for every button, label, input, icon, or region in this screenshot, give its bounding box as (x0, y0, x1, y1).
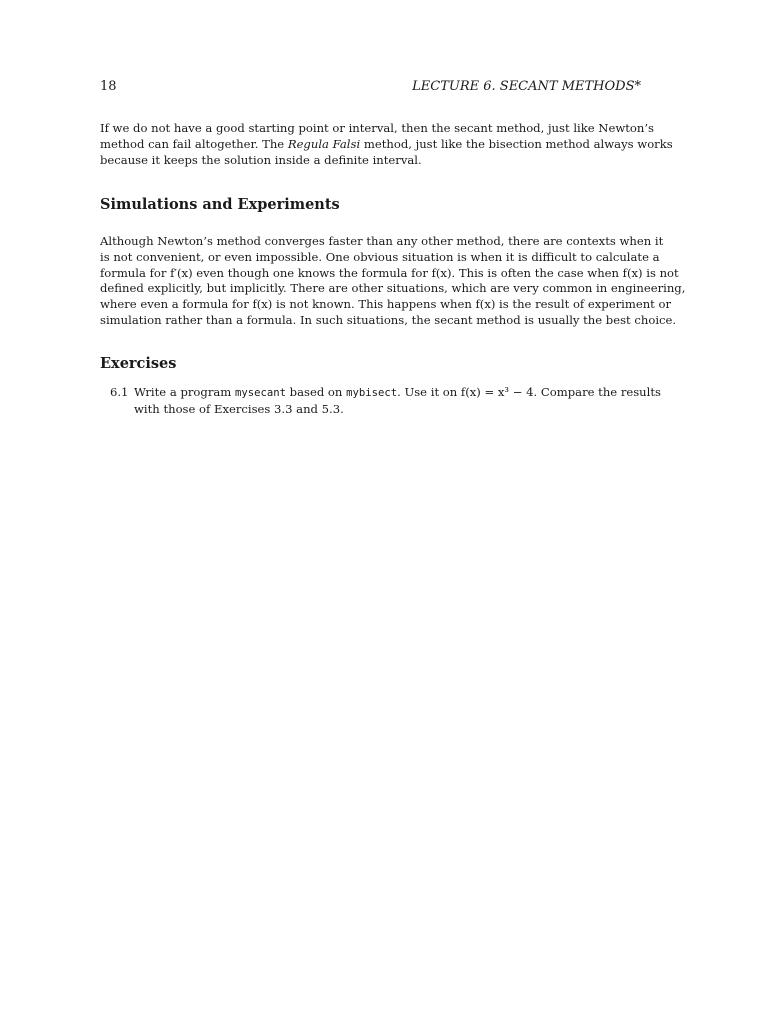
page-number: 18 (100, 79, 117, 94)
paragraph-line: formula for f′(x) even though one knows the formula for f(x). This is often the case when f(x) is not (100, 265, 679, 280)
paragraph-line: simulation rather than a formula. In such situations, the secant method is usually the best choice. (100, 312, 677, 327)
running-header (100, 79, 641, 97)
exercise-line: with those of Exercises 3.3 and 5.3. (134, 401, 344, 416)
paragraph-line: is not convenient, or even impossible. One obvious situation is when it is difficult to calculate a (100, 249, 660, 264)
paragraph-line: defined explicitly, but implicitly. There are other situations, which are very common in engineering, (100, 281, 686, 296)
code-mybisect: mybisect (346, 387, 398, 399)
exercise-number: 6.1 (110, 385, 129, 399)
text-segment: method, just like the bisection method always works (360, 136, 673, 151)
exercise-line (134, 385, 661, 402)
emphasis-text: Regula Falsi (287, 136, 361, 151)
section-heading-simulations: Simulations and Experiments (100, 196, 340, 213)
text-segment: method can fail altogether. The (100, 136, 288, 151)
simulations-paragraph (100, 234, 686, 329)
code-mysecant: mysecant (234, 387, 286, 399)
text-segment: Write a program (134, 385, 235, 399)
text-segment: . Use it on f(x) = x³ − 4. Compare the results (397, 385, 661, 399)
paragraph-line: Although Newton’s method converges faster than any other method, there are contexts when it (100, 234, 664, 248)
running-title: LECTURE 6. SECANT METHODS* (412, 79, 641, 94)
intro-paragraph (100, 121, 673, 168)
exercise-body (134, 385, 661, 418)
section-heading-exercises: Exercises (100, 355, 177, 372)
paragraph-line: where even a formula for f(x) is not known. This happens when f(x) is the result of experiment or (100, 297, 672, 312)
paragraph-line: because it keeps the solution inside a definite interval. (100, 152, 422, 167)
paragraph-line (100, 136, 673, 153)
paragraph-line: If we do not have a good starting point or interval, then the secant method, just like Newton’s (100, 121, 654, 135)
text-segment: based on (285, 385, 347, 399)
